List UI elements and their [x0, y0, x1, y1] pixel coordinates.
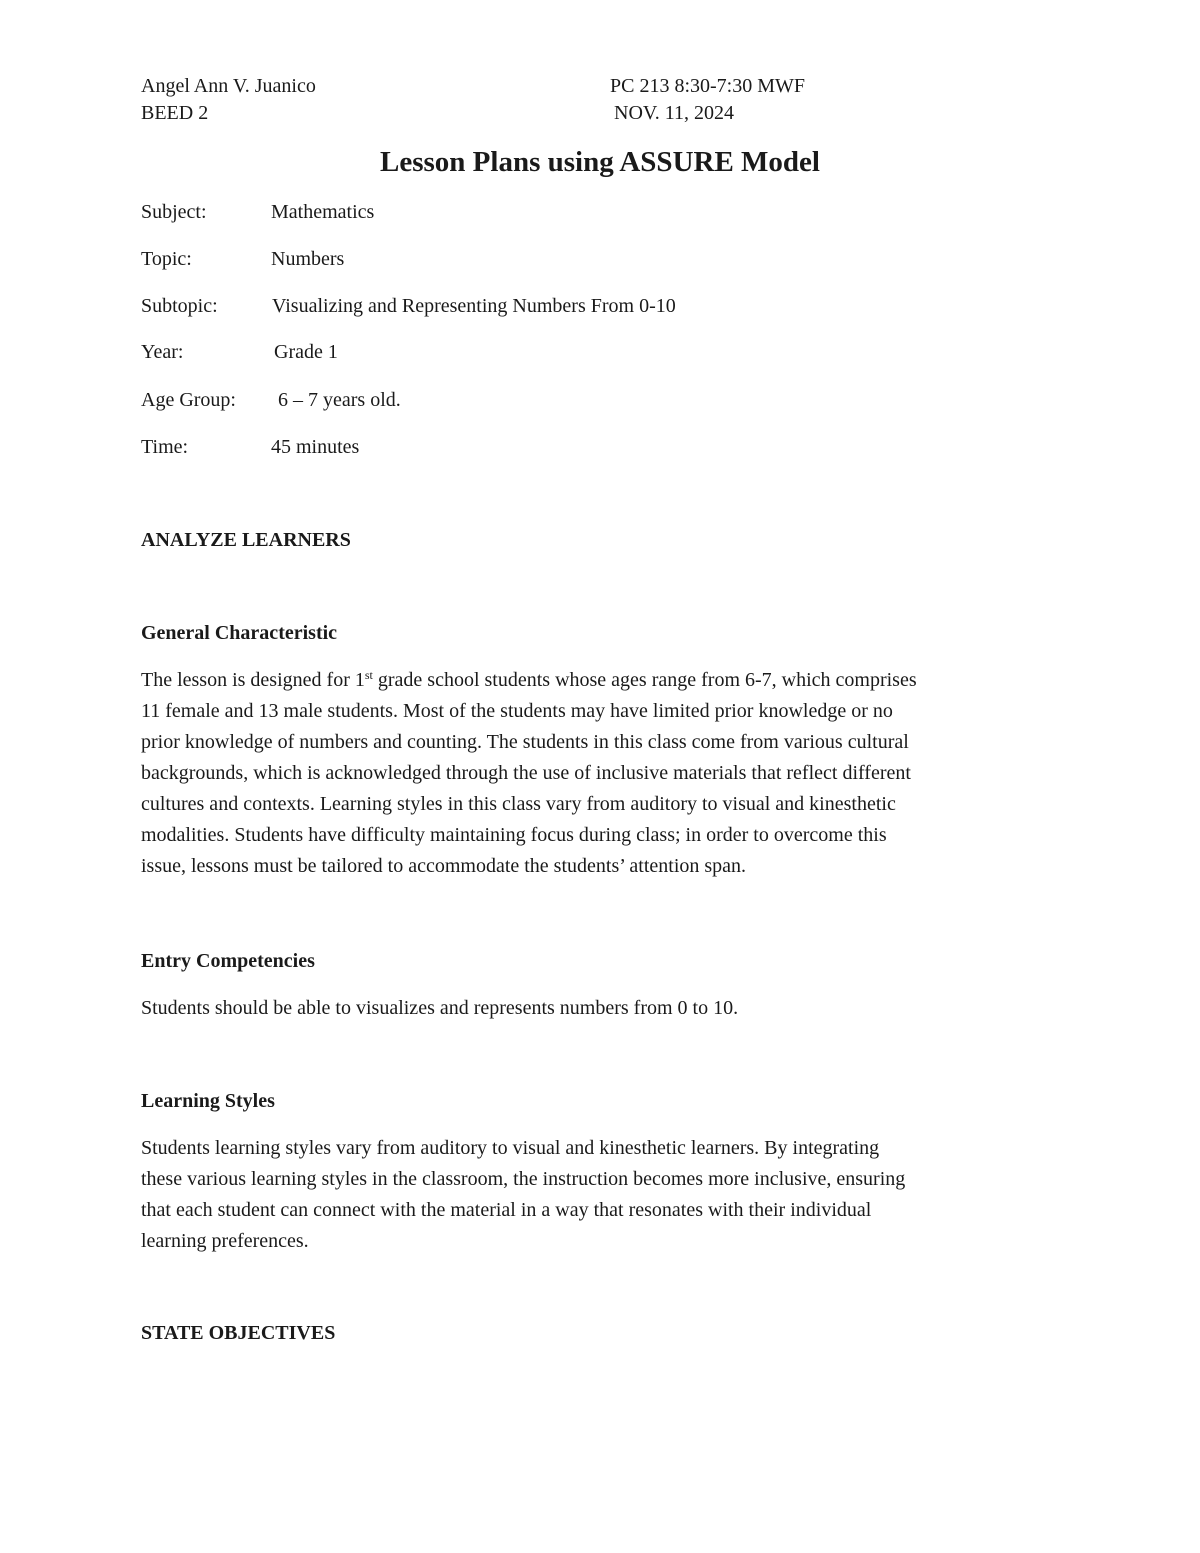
topic-value: Numbers: [271, 248, 345, 270]
subject-value: Mathematics: [271, 201, 375, 223]
paragraph-line: prior knowledge of numbers and counting. The students in this class come from various cultural: [141, 731, 909, 753]
paragraph-line: Students learning styles vary from auditory to visual and kinesthetic learners. By integrating: [141, 1137, 880, 1159]
age-group-label: Age Group:: [141, 389, 236, 411]
page-title: Lesson Plans using ASSURE Model: [380, 146, 820, 178]
program-year: BEED 2: [141, 102, 209, 124]
subheading-entry-competencies: Entry Competencies: [141, 950, 315, 972]
paragraph-line: modalities. Students have difficulty maintaining focus during class; in order to overcome this: [141, 824, 887, 846]
time-label: Time:: [141, 436, 189, 458]
year-label: Year:: [141, 341, 184, 363]
topic-label: Topic:: [141, 248, 192, 270]
author-name: Angel Ann V. Juanico: [141, 75, 316, 97]
class-schedule: PC 213 8:30-7:30 MWF: [610, 75, 806, 97]
paragraph-line: backgrounds, which is acknowledged through the use of inclusive materials that reflect different: [141, 762, 911, 784]
section-heading-state-objectives: STATE OBJECTIVES: [141, 1322, 336, 1344]
paragraph-line: learning preferences.: [141, 1230, 309, 1252]
subtopic-value: Visualizing and Representing Numbers From 0-10: [272, 295, 676, 317]
year-value: Grade 1: [274, 341, 338, 363]
entry-competencies-paragraph: Students should be able to visualizes and represents numbers from 0 to 10.: [141, 997, 739, 1019]
document-date: NOV. 11, 2024: [614, 102, 735, 124]
section-heading-analyze-learners: ANALYZE LEARNERS: [141, 529, 351, 551]
subheading-learning-styles: Learning Styles: [141, 1090, 275, 1112]
paragraph-line: cultures and contexts. Learning styles in this class vary from auditory to visual and kinesthetic: [141, 793, 896, 815]
paragraph-line: issue, lessons must be tailored to accommodate the students’ attention span.: [141, 855, 747, 877]
subtopic-label: Subtopic:: [141, 295, 218, 317]
paragraph-line: these various learning styles in the classroom, the instruction becomes more inclusive, ensuring: [141, 1168, 906, 1190]
time-value: 45 minutes: [271, 436, 360, 458]
age-group-value: 6 – 7 years old.: [278, 389, 401, 411]
subheading-general-characteristic: General Characteristic: [141, 622, 338, 644]
learning-styles-paragraph: [141, 1133, 1061, 1257]
general-characteristic-paragraph: [141, 665, 1061, 882]
paragraph-line: The lesson is designed for 1st grade school students whose ages range from 6-7, which comprises: [141, 668, 917, 691]
subject-label: Subject:: [141, 201, 207, 223]
paragraph-line: that each student can connect with the material in a way that resonates with their individual: [141, 1199, 872, 1221]
paragraph-line: 11 female and 13 male students. Most of the students may have limited prior knowledge or no: [141, 700, 893, 722]
